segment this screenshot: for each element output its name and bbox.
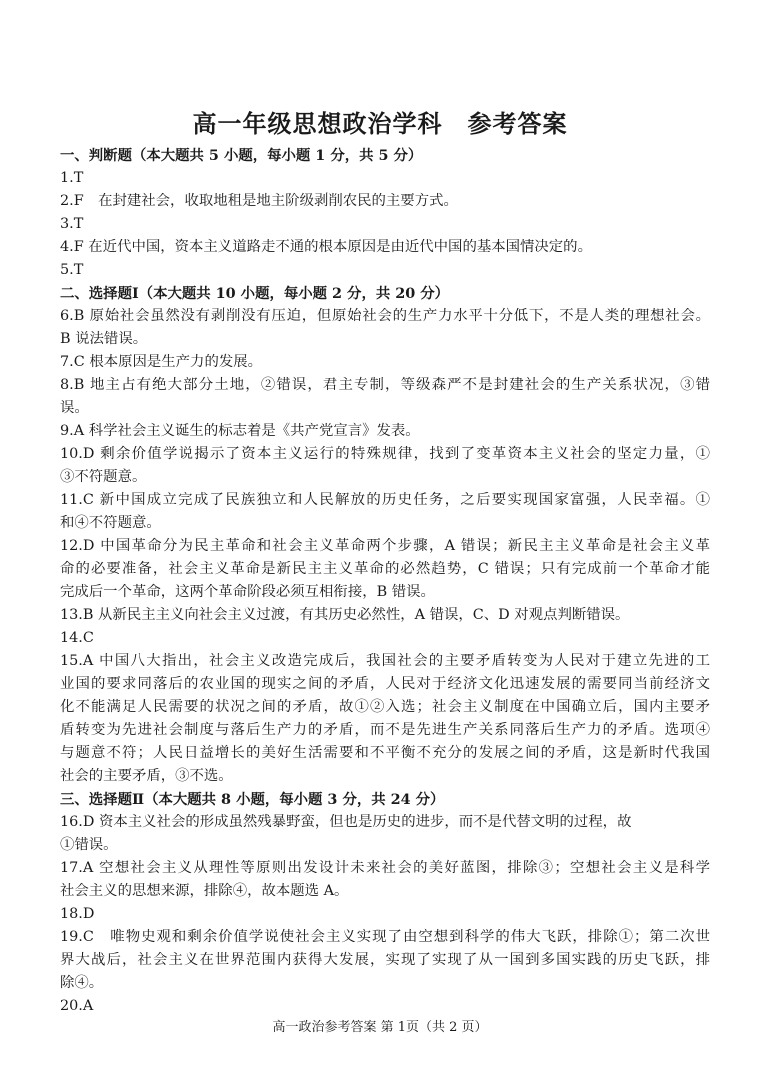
answer-line: 17.A 空想社会主义从理性等原则出发设计未来社会的美好蓝图，排除③；空想社会主义是科学	[60, 860, 710, 876]
answer-line: 完成后一个革命，这两个革命阶段必须互相衔接，B 错误。	[60, 584, 435, 600]
page-footer: 高一政治参考答案 第 1页（共 2 页）	[272, 1020, 488, 1035]
answer-line: 19.C 唯物史观和剩余价值学说使社会主义实现了由空想到科学的伟大飞跃，排除①；第二次世	[60, 929, 710, 945]
section-heading: 三、选择题Ⅱ（本大题共 8 小题，每小题 3 分，共 24 分）	[60, 791, 445, 808]
answer-body	[60, 144, 710, 1018]
answer-line: 盾转变为先进社会制度与落后生产力的矛盾，而不是先进生产关系同落后生产力的矛盾。选项④	[60, 722, 710, 738]
answer-line: 18.D	[60, 906, 95, 922]
answer-line: ①错误。	[60, 837, 118, 853]
answer-line: 15.A 中国八大指出，社会主义改造完成后，我国社会的主要矛盾转变为人民对于建立先进的工	[60, 653, 710, 669]
answer-line: 与题意不符；人民日益增长的美好生活需要和不平衡不充分的发展之间的矛盾，这是新时代我国	[60, 745, 710, 761]
answer-line: 3.T	[60, 216, 84, 232]
page-title: 高一年级思想政治学科 参考答案	[192, 109, 568, 138]
answer-line: 化不能满足人民需要的状况之间的矛盾，故①②入选；社会主义制度在中国确立后，国内主要矛	[60, 699, 710, 715]
answer-line: 2.F 在封建社会，收取地租是地主阶级剥削农民的主要方式。	[60, 193, 458, 209]
answer-line: 误。	[60, 400, 89, 416]
answer-line: 4.F 在近代中国，资本主义道路走不通的根本原因是由近代中国的基本国情决定的。	[60, 239, 592, 255]
answer-line: 社会主义的思想来源，排除④，故本题选 A。	[60, 883, 349, 899]
answer-line: 20.A	[60, 998, 94, 1014]
answer-line: 9.A 科学社会主义诞生的标志着是《共产党宣言》发表。	[60, 423, 420, 439]
section-heading: 二、选择题Ⅰ（本大题共 10 小题，每小题 2 分，共 20 分）	[60, 285, 450, 302]
answer-line: ③不符题意。	[60, 469, 147, 485]
answer-line: 1.T	[60, 170, 84, 186]
answer-line: B 说法错误。	[60, 331, 148, 347]
answer-line: 5.T	[60, 262, 84, 278]
answer-line: 10.D 剩余价值学说揭示了资本主义运行的特殊规律，找到了变革资本主义社会的坚定力量，①	[60, 446, 710, 462]
answer-line: 命的必要准备，社会主义革命是新民主主义革命的必然趋势，C 错误；只有完成前一个革命才能	[60, 561, 710, 577]
section-heading: 一、判断题（本大题共 5 小题，每小题 1 分，共 5 分）	[60, 147, 423, 164]
answer-line: 13.B 从新民主主义向社会主义过渡，有其历史必然性，A 错误，C、D 对观点判断错误。	[60, 607, 630, 623]
answer-line: 16.D 资本主义社会的形成虽然残暴野蛮，但也是历史的进步，而不是代替文明的过程，故	[60, 814, 632, 830]
answer-line: 除④。	[60, 975, 104, 991]
answer-line: 和④不符题意。	[60, 515, 161, 531]
answer-line: 12.D 中国革命分为民主革命和社会主义革命两个步骤，A 错误；新民主主义革命是社会主义革	[60, 538, 710, 554]
answer-line: 业国的要求同落后的农业国的现实之间的矛盾，人民对于经济文化迅速发展的需要同当前经济文	[60, 676, 710, 692]
answer-line: 11.C 新中国成立完成了民族独立和人民解放的历史任务，之后要实现国家富强，人民幸福。①	[60, 492, 710, 508]
answer-line: 界大战后，社会主义在世界范围内获得大发展，实现了实现了从一国到多国实践的历史飞跃，排	[60, 952, 710, 968]
answer-line: 8.B 地主占有绝大部分土地，②错误，君主专制，等级森严不是封建社会的生产关系状况，③错	[60, 377, 710, 393]
answer-line: 社会的主要矛盾，③不选。	[60, 768, 233, 784]
answer-line: 14.C	[60, 630, 94, 646]
answer-line: 6.B 原始社会虽然没有剥削没有压迫，但原始社会的生产力水平十分低下，不是人类的理想社会。	[60, 308, 710, 324]
answer-line: 7.C 根本原因是生产力的发展。	[60, 354, 263, 370]
